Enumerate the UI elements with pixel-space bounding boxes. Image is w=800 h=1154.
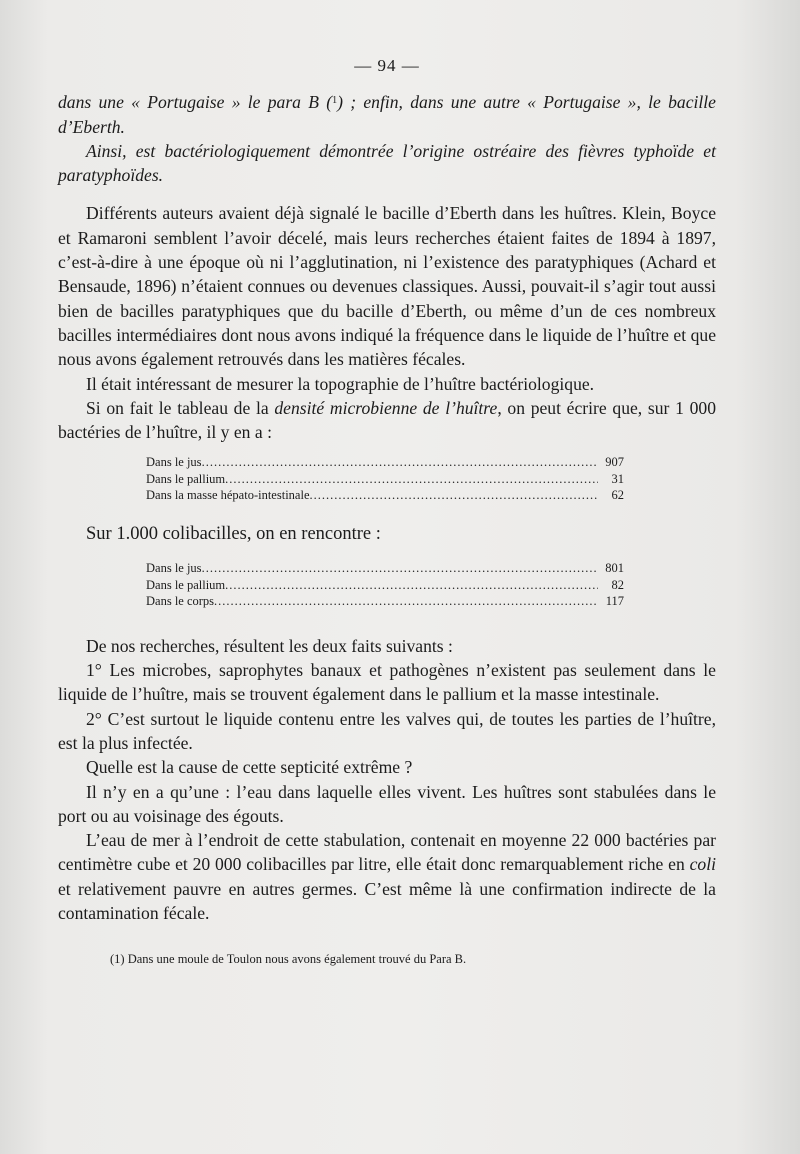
intro-conclusion: Ainsi, est bactériologiquement démontrée l’origine ostréaire des fièvres typhoïde et paratyphoïdes. <box>58 140 716 186</box>
paragraph-density <box>58 396 716 445</box>
paragraph-authors: Différents auteurs avaient déjà signalé le bacille d’Eberth dans les huîtres. Klein, Boyce et Ramaroni semblent l’avoir décelé, mais leurs recherches étaient faites de 1894 à 1897, c’est-à-dire à une époque où ni l’agglutination, ni l’existence des paratyphiques (Achard et Bensaude, 1896) n’étaient connues ou devenues classiques. Aussi, pouvait-il s’agir tout aussi bien de bacilles paratyphiques que du bacille d’Eberth, ou même d’un de ces nombreux bacilles intermédiaires dont nous avons indiqué la fréquence dans le liquide de l’huître et que nous avons également retrouvés dans les matières fécales. <box>58 203 716 370</box>
footnote-text: Dans une moule de Toulon nous avons également trouvé du Para B. <box>127 952 467 967</box>
table-row <box>146 454 624 471</box>
page-number: — 94 — <box>354 56 420 75</box>
row-label: Dans le corps <box>146 594 215 609</box>
row-value: 907 <box>605 455 624 470</box>
paragraph-results: De nos recherches, résultent les deux faits suivants : <box>86 635 453 656</box>
bacteria-table <box>146 454 624 504</box>
table-row <box>146 487 624 504</box>
row-label: Dans le pallium <box>146 577 226 592</box>
density-emphasis: densité microbienne de l’huître <box>274 397 498 418</box>
paragraph-fact-1: 1° Les microbes, saprophytes banaux et pathogènes n’existent pas seulement dans le liquide de l’huître, mais se trouvent également dans le pallium et la masse intestinale. <box>58 660 716 705</box>
colibacilles-table <box>146 560 624 610</box>
intro-text-a: dans une « Portugaise » le para B ( <box>58 92 333 113</box>
intro-paragraph-2 <box>58 139 716 188</box>
footnote-ref[interactable]: 1 <box>332 95 338 107</box>
row-label: Dans le pallium <box>146 471 226 486</box>
footnote-mark: (1) <box>110 952 125 967</box>
row-value: 62 <box>611 488 624 503</box>
table-row <box>146 560 624 577</box>
paragraph-question: Quelle est la cause de cette septicité extrême ? <box>86 757 413 778</box>
intro-text-b: ) ; enfin, dans une autre « Portugaise », le bacille d’Eberth. <box>58 92 716 137</box>
row-value: 801 <box>605 561 624 576</box>
paragraph-colibacilles: Sur 1.000 colibacilles, on en rencontre : <box>86 523 381 544</box>
page-body <box>58 54 716 972</box>
row-label: Dans le jus <box>146 455 202 470</box>
seawater-emphasis: coli <box>689 854 716 875</box>
paragraph-fact-2: 2° C’est surtout le liquide contenu entre les valves qui, de toutes les parties de l’huître, est la plus infectée. <box>58 708 716 753</box>
density-text-b: , on peut écrire que, sur 1 000 bactéries de l’huître, il y en a : <box>58 397 716 443</box>
footnote <box>110 947 716 971</box>
paragraph-cause: Il n’y en a qu’une : l’eau dans laquelle elles vivent. Les huîtres sont stabulées dans le port ou au voisinage des égouts. <box>58 781 716 826</box>
table-row <box>146 471 624 488</box>
row-value: 82 <box>611 577 624 592</box>
seawater-text-b: et relativement pauvre en autres germes. C’est même là une confirmation indirecte de la contamination fécale. <box>58 878 716 924</box>
paragraph-topography: Il était intéressant de mesurer la topographie de l’huître bactériologique. <box>86 373 595 394</box>
paragraph-seawater <box>58 828 716 925</box>
table-row <box>146 593 624 610</box>
density-text-a: Si on fait le tableau de la <box>86 397 275 418</box>
seawater-text-a: L’eau de mer à l’endroit de cette stabulation, contenait en moyenne 22 000 bactéries par centimètre cube et 20 000 colibacilles par litre, elle était donc remarquablement riche en <box>58 830 716 875</box>
row-label: Dans la masse hépato-intestinale <box>146 488 310 503</box>
table-row <box>146 577 624 594</box>
row-label: Dans le jus <box>146 561 202 576</box>
row-value: 117 <box>605 594 624 609</box>
intro-paragraph-1 <box>58 90 716 139</box>
row-value: 31 <box>611 471 624 486</box>
